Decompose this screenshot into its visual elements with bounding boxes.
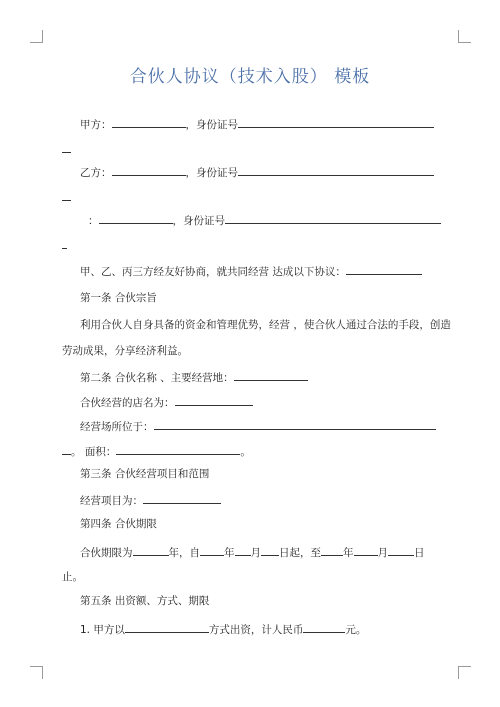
end-day-blank [388, 544, 414, 556]
location-blank-cont [62, 443, 71, 455]
article-5-heading: 第五条 出资额、方式、期限 [80, 595, 210, 607]
party-a-wrap-line [62, 141, 71, 157]
party-a-line [80, 116, 434, 132]
term-end: 止。 [62, 571, 83, 583]
crop-mark-top-right [458, 30, 471, 43]
items-blank [143, 492, 221, 504]
party-b-line [80, 164, 434, 180]
item-1-method-blank [125, 621, 209, 633]
area-line [62, 443, 251, 459]
end-day-unit: 日 [414, 547, 425, 559]
party-c-label: ： [88, 215, 99, 227]
party-c-line [88, 212, 441, 228]
intro-line [80, 263, 422, 279]
location-label: 经营场所位于： [80, 421, 154, 433]
term-from-label: 年，自 [168, 547, 200, 559]
party-a-id-label: ，身份证号 [185, 119, 238, 131]
start-month-blank [235, 544, 251, 556]
end-month-unit: 月 [377, 547, 388, 559]
party-c-name-blank [99, 212, 173, 224]
party-a-name-blank [112, 116, 186, 128]
party-c-wrap-line [62, 237, 67, 253]
party-b-id-blank-cont [62, 189, 71, 201]
article-1-line-2: 劳动成果，分享经济利益。 [62, 345, 188, 357]
items-line [80, 492, 221, 508]
shop-name-label: 合伙经营的店名为： [80, 397, 175, 409]
article-4-heading: 第四条 合伙期限 [80, 518, 157, 530]
item-1-line [80, 621, 366, 637]
item-1-prefix: 1. 甲方以 [80, 624, 125, 636]
party-c-id-blank-cont [62, 237, 67, 249]
end-year-blank [321, 544, 343, 556]
item-1-suffix: 元。 [345, 624, 367, 636]
term-line [80, 544, 425, 560]
party-c-id-blank [225, 212, 441, 224]
term-years-blank [133, 544, 169, 556]
shop-name-line [80, 394, 253, 410]
party-b-label: 乙方： [80, 167, 112, 179]
party-a-id-blank-cont [62, 141, 71, 153]
end-year-unit: 年 [343, 547, 354, 559]
document-title: 合伙人协议（技术入股） 模板 [129, 67, 371, 87]
area-label: 。 面积： [71, 446, 117, 458]
party-c-id-label: ，身份证号 [172, 215, 225, 227]
party-a-label: 甲方： [80, 119, 112, 131]
start-year-blank [200, 544, 224, 556]
crop-mark-bottom-right [458, 666, 471, 679]
term-label: 合伙期限为 [80, 547, 133, 559]
party-b-id-blank [238, 164, 434, 176]
article-2-heading: 第二条 合伙名称 、主要经营地： [80, 372, 234, 384]
location-blank [154, 418, 436, 430]
items-label: 经营项目为： [80, 495, 143, 507]
article-2-heading-line [80, 369, 308, 385]
area-end: 。 [240, 446, 251, 458]
item-1-amount-blank [303, 621, 345, 633]
shop-name-blank [175, 394, 253, 406]
article-2-blank [234, 369, 308, 381]
article-3-heading: 第三条 合伙经营项目和范围 [80, 468, 210, 480]
start-year-unit: 年 [224, 547, 235, 559]
start-day-blank [261, 544, 279, 556]
area-blank [116, 443, 240, 455]
intro-blank [346, 263, 422, 275]
start-day-unit: 日起，至 [279, 547, 321, 559]
crop-mark-bottom-left [30, 666, 43, 679]
party-b-id-label: ，身份证号 [185, 167, 238, 179]
intro-text: 甲、乙、丙三方经友好协商，就共同经营 达成以下协议： [80, 266, 346, 278]
location-line [80, 418, 436, 434]
start-month-unit: 月 [250, 547, 261, 559]
party-a-id-blank [238, 116, 434, 128]
end-month-blank [354, 544, 378, 556]
item-1-middle: 方式出资，计人民币 [208, 624, 304, 636]
article-1-heading: 第一条 合伙宗旨 [80, 292, 157, 304]
article-1-line-1: 利用合伙人自身具备的资金和管理优势，经营 ，使合伙人通过合法的手段，创造 [80, 319, 451, 331]
party-b-name-blank [112, 164, 186, 176]
crop-mark-top-left [30, 30, 43, 43]
party-b-wrap-line [62, 189, 71, 205]
